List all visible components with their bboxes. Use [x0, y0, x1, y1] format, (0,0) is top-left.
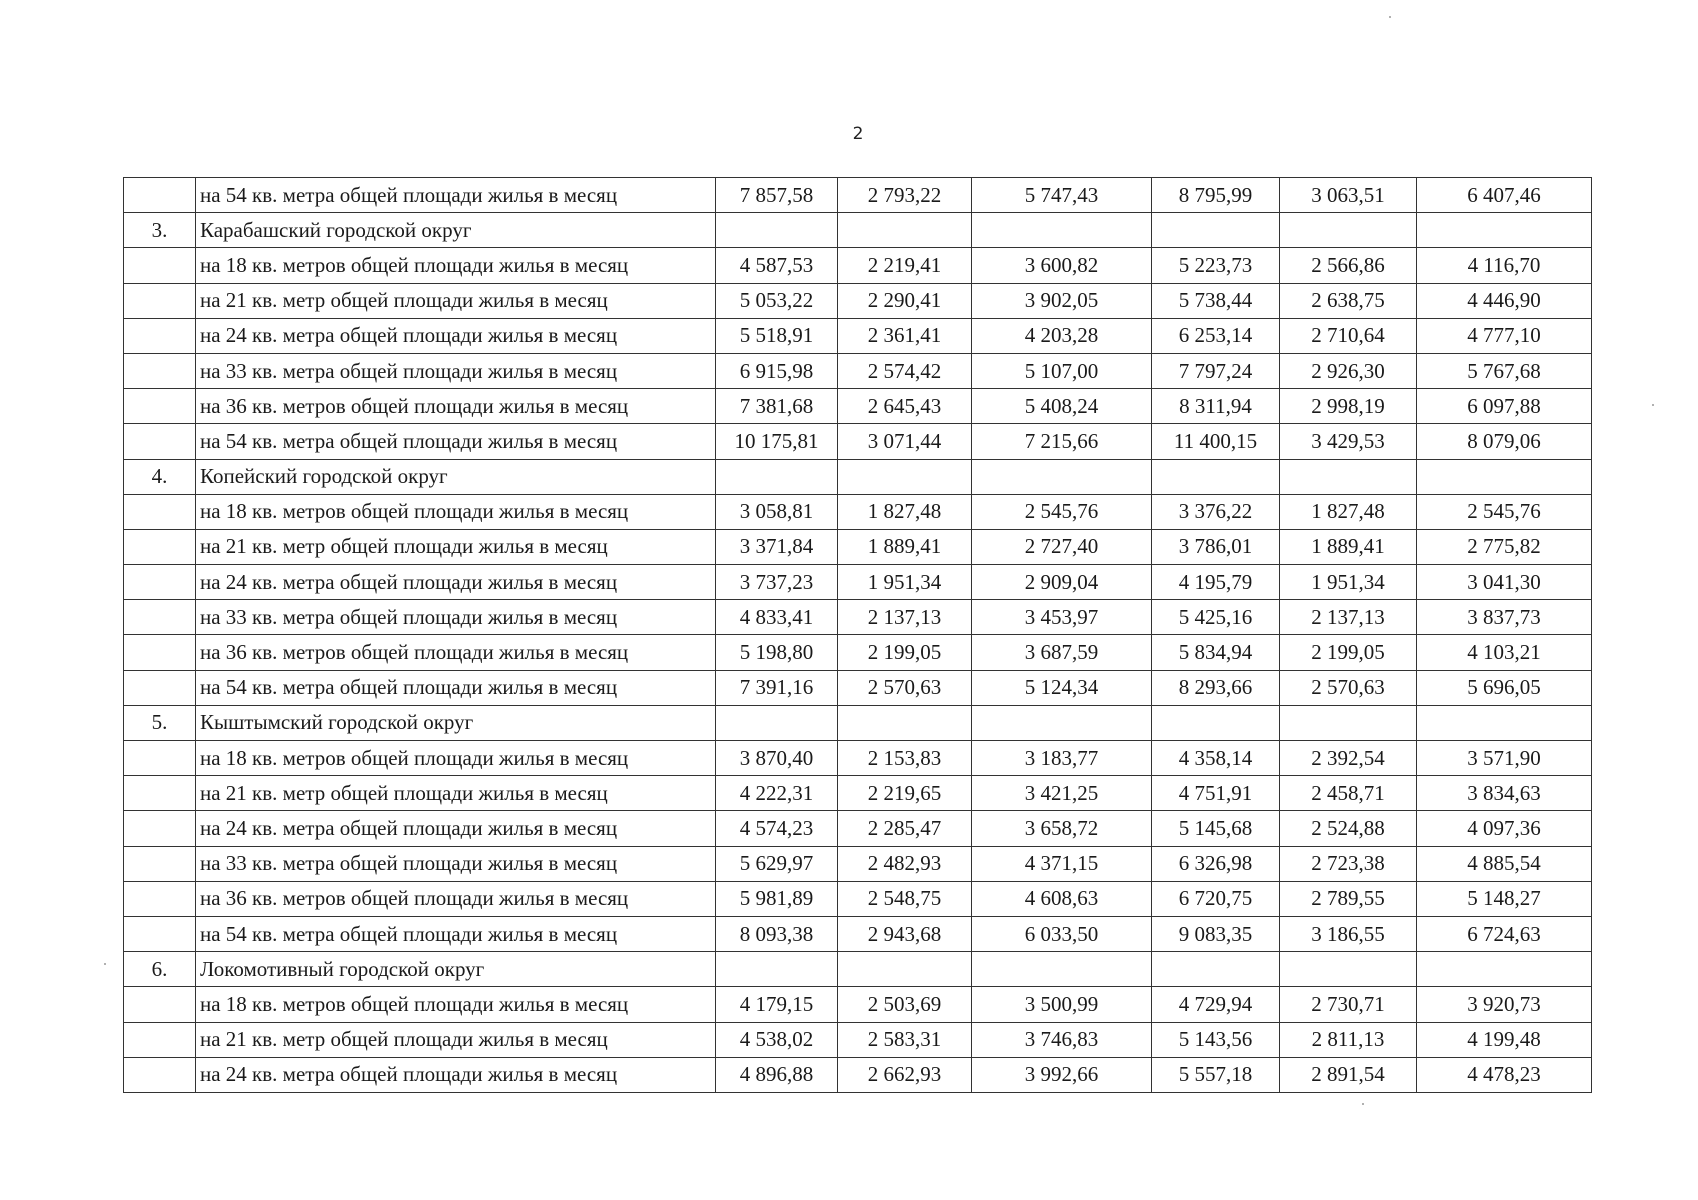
value-cell-col4: 5 143,56 [1152, 1022, 1280, 1057]
value-cell-col2: 2 219,65 [838, 776, 972, 811]
row-number-cell: 6. [124, 952, 196, 987]
value-cell-col3: 3 500,99 [972, 987, 1152, 1022]
value-cell-col6: 2 545,76 [1417, 494, 1592, 529]
scan-speck [1362, 1103, 1364, 1105]
value-cell-col5: 1 951,34 [1280, 565, 1417, 600]
value-cell-col1: 5 981,89 [716, 881, 838, 916]
value-cell-col5: 2 524,88 [1280, 811, 1417, 846]
district-name-cell: Локомотивный городской округ [196, 952, 716, 987]
value-cell-col1 [716, 459, 838, 494]
value-cell-col6: 4 885,54 [1417, 846, 1592, 881]
value-cell-col2: 2 361,41 [838, 318, 972, 353]
row-number-cell [124, 389, 196, 424]
value-cell-col2: 2 219,41 [838, 248, 972, 283]
value-cell-col1: 8 093,38 [716, 916, 838, 951]
value-cell-col1: 6 915,98 [716, 353, 838, 388]
table-row [124, 424, 1592, 459]
row-number-cell: 3. [124, 213, 196, 248]
value-cell-col2: 2 645,43 [838, 389, 972, 424]
value-cell-col1 [716, 705, 838, 740]
value-cell-col3: 3 421,25 [972, 776, 1152, 811]
value-cell-col1: 7 857,58 [716, 178, 838, 213]
table-row [124, 178, 1592, 213]
table-body [124, 178, 1592, 1093]
value-cell-col3 [972, 213, 1152, 248]
value-cell-col6: 4 777,10 [1417, 318, 1592, 353]
area-label-cell: на 24 кв. метра общей площади жилья в месяц [196, 318, 716, 353]
area-label-cell: на 33 кв. метра общей площади жилья в месяц [196, 600, 716, 635]
area-label-cell: на 54 кв. метра общей площади жилья в месяц [196, 916, 716, 951]
area-label-cell: на 33 кв. метра общей площади жилья в месяц [196, 353, 716, 388]
value-cell-col6: 5 148,27 [1417, 881, 1592, 916]
value-cell-col4: 11 400,15 [1152, 424, 1280, 459]
value-cell-col1: 4 179,15 [716, 987, 838, 1022]
value-cell-col5 [1280, 213, 1417, 248]
value-cell-col6: 6 097,88 [1417, 389, 1592, 424]
row-number-cell [124, 916, 196, 951]
table-row [124, 389, 1592, 424]
value-cell-col5: 2 137,13 [1280, 600, 1417, 635]
value-cell-col2: 2 482,93 [838, 846, 972, 881]
value-cell-col5: 2 789,55 [1280, 881, 1417, 916]
table-row [124, 811, 1592, 846]
value-cell-col3 [972, 952, 1152, 987]
table-row [124, 600, 1592, 635]
value-cell-col6 [1417, 459, 1592, 494]
value-cell-col3: 5 124,34 [972, 670, 1152, 705]
value-cell-col6 [1417, 705, 1592, 740]
section-row [124, 952, 1592, 987]
value-cell-col2: 2 548,75 [838, 881, 972, 916]
value-cell-col3: 4 608,63 [972, 881, 1152, 916]
value-cell-col6: 4 116,70 [1417, 248, 1592, 283]
value-cell-col1: 4 574,23 [716, 811, 838, 846]
scan-speck [104, 963, 106, 965]
value-cell-col2: 2 793,22 [838, 178, 972, 213]
row-number-cell [124, 846, 196, 881]
table-row [124, 881, 1592, 916]
value-cell-col4: 4 195,79 [1152, 565, 1280, 600]
row-number-cell [124, 318, 196, 353]
value-cell-col6: 5 767,68 [1417, 353, 1592, 388]
section-row [124, 213, 1592, 248]
section-row [124, 705, 1592, 740]
value-cell-col2: 1 827,48 [838, 494, 972, 529]
value-cell-col6: 4 446,90 [1417, 283, 1592, 318]
value-cell-col5: 2 570,63 [1280, 670, 1417, 705]
value-cell-col4: 6 253,14 [1152, 318, 1280, 353]
value-cell-col3 [972, 705, 1152, 740]
area-label-cell: на 18 кв. метров общей площади жилья в месяц [196, 987, 716, 1022]
district-name-cell: Копейский городской округ [196, 459, 716, 494]
area-label-cell: на 18 кв. метров общей площади жилья в месяц [196, 741, 716, 776]
value-cell-col1: 5 053,22 [716, 283, 838, 318]
value-cell-col5: 1 889,41 [1280, 529, 1417, 564]
value-cell-col3: 3 658,72 [972, 811, 1152, 846]
value-cell-col4: 5 425,16 [1152, 600, 1280, 635]
value-cell-col1: 3 058,81 [716, 494, 838, 529]
table-row [124, 916, 1592, 951]
value-cell-col4: 7 797,24 [1152, 353, 1280, 388]
area-label-cell: на 21 кв. метр общей площади жилья в месяц [196, 283, 716, 318]
value-cell-col3: 2 727,40 [972, 529, 1152, 564]
value-cell-col4: 8 795,99 [1152, 178, 1280, 213]
area-label-cell: на 54 кв. метра общей площади жилья в месяц [196, 670, 716, 705]
area-label-cell: на 24 кв. метра общей площади жилья в месяц [196, 1057, 716, 1092]
value-cell-col4 [1152, 213, 1280, 248]
area-label-cell: на 18 кв. метров общей площади жилья в месяц [196, 494, 716, 529]
value-cell-col2: 2 943,68 [838, 916, 972, 951]
row-number-cell [124, 494, 196, 529]
value-cell-col2: 2 662,93 [838, 1057, 972, 1092]
table-row [124, 846, 1592, 881]
value-cell-col6: 3 920,73 [1417, 987, 1592, 1022]
value-cell-col6: 3 041,30 [1417, 565, 1592, 600]
section-row [124, 459, 1592, 494]
table-row [124, 529, 1592, 564]
page-number: 2 [852, 124, 864, 144]
value-cell-col4: 9 083,35 [1152, 916, 1280, 951]
value-cell-col5: 2 891,54 [1280, 1057, 1417, 1092]
value-cell-col4 [1152, 952, 1280, 987]
value-cell-col6: 3 834,63 [1417, 776, 1592, 811]
value-cell-col5: 3 429,53 [1280, 424, 1417, 459]
value-cell-col5: 2 458,71 [1280, 776, 1417, 811]
value-cell-col1: 5 629,97 [716, 846, 838, 881]
value-cell-col4: 6 326,98 [1152, 846, 1280, 881]
table-row [124, 1057, 1592, 1092]
value-cell-col6: 4 097,36 [1417, 811, 1592, 846]
value-cell-col5: 2 926,30 [1280, 353, 1417, 388]
value-cell-col4: 3 786,01 [1152, 529, 1280, 564]
value-cell-col3: 3 600,82 [972, 248, 1152, 283]
area-label-cell: на 21 кв. метр общей площади жилья в месяц [196, 1022, 716, 1057]
value-cell-col2: 2 199,05 [838, 635, 972, 670]
row-number-cell [124, 635, 196, 670]
value-cell-col6: 3 571,90 [1417, 741, 1592, 776]
value-cell-col2 [838, 459, 972, 494]
value-cell-col1: 3 371,84 [716, 529, 838, 564]
table-row [124, 741, 1592, 776]
value-cell-col2: 2 290,41 [838, 283, 972, 318]
scan-speck [1652, 404, 1654, 406]
area-label-cell: на 36 кв. метров общей площади жилья в месяц [196, 881, 716, 916]
row-number-cell [124, 1057, 196, 1092]
table-row [124, 283, 1592, 318]
value-cell-col5: 2 811,13 [1280, 1022, 1417, 1057]
value-cell-col6: 4 199,48 [1417, 1022, 1592, 1057]
value-cell-col2: 2 574,42 [838, 353, 972, 388]
value-cell-col1 [716, 213, 838, 248]
row-number-cell [124, 178, 196, 213]
value-cell-col6: 8 079,06 [1417, 424, 1592, 459]
value-cell-col6: 4 103,21 [1417, 635, 1592, 670]
table-row [124, 987, 1592, 1022]
value-cell-col5: 3 186,55 [1280, 916, 1417, 951]
value-cell-col1: 4 538,02 [716, 1022, 838, 1057]
area-label-cell: на 54 кв. метра общей площади жилья в месяц [196, 178, 716, 213]
value-cell-col2: 2 503,69 [838, 987, 972, 1022]
value-cell-col4: 5 557,18 [1152, 1057, 1280, 1092]
value-cell-col4: 3 376,22 [1152, 494, 1280, 529]
value-cell-col3: 5 408,24 [972, 389, 1152, 424]
value-cell-col2: 1 951,34 [838, 565, 972, 600]
district-name-cell: Карабашский городской округ [196, 213, 716, 248]
value-cell-col5: 2 723,38 [1280, 846, 1417, 881]
value-cell-col2: 2 153,83 [838, 741, 972, 776]
value-cell-col3: 5 747,43 [972, 178, 1152, 213]
value-cell-col5: 2 392,54 [1280, 741, 1417, 776]
row-number-cell [124, 600, 196, 635]
value-cell-col5: 2 710,64 [1280, 318, 1417, 353]
value-cell-col4 [1152, 705, 1280, 740]
value-cell-col4: 5 223,73 [1152, 248, 1280, 283]
value-cell-col3: 7 215,66 [972, 424, 1152, 459]
table-row [124, 670, 1592, 705]
area-label-cell: на 24 кв. метра общей площади жилья в месяц [196, 565, 716, 600]
table-row [124, 776, 1592, 811]
row-number-cell [124, 776, 196, 811]
value-cell-col6 [1417, 952, 1592, 987]
row-number-cell [124, 881, 196, 916]
value-cell-col1: 7 391,16 [716, 670, 838, 705]
row-number-cell: 4. [124, 459, 196, 494]
value-cell-col3: 3 902,05 [972, 283, 1152, 318]
value-cell-col2: 3 071,44 [838, 424, 972, 459]
value-cell-col5 [1280, 705, 1417, 740]
value-cell-col5 [1280, 459, 1417, 494]
value-cell-col2: 2 285,47 [838, 811, 972, 846]
row-number-cell [124, 424, 196, 459]
value-cell-col3: 6 033,50 [972, 916, 1152, 951]
value-cell-col4: 4 729,94 [1152, 987, 1280, 1022]
value-cell-col1: 3 870,40 [716, 741, 838, 776]
value-cell-col4: 8 293,66 [1152, 670, 1280, 705]
area-label-cell: на 54 кв. метра общей площади жилья в месяц [196, 424, 716, 459]
value-cell-col1: 4 833,41 [716, 600, 838, 635]
table-row [124, 494, 1592, 529]
value-cell-col3: 4 371,15 [972, 846, 1152, 881]
value-cell-col4 [1152, 459, 1280, 494]
value-cell-col2 [838, 705, 972, 740]
value-cell-col6: 4 478,23 [1417, 1057, 1592, 1092]
value-cell-col5: 2 998,19 [1280, 389, 1417, 424]
row-number-cell [124, 529, 196, 564]
area-label-cell: на 18 кв. метров общей площади жилья в месяц [196, 248, 716, 283]
area-label-cell: на 21 кв. метр общей площади жилья в месяц [196, 529, 716, 564]
value-cell-col5: 2 199,05 [1280, 635, 1417, 670]
value-cell-col1: 5 198,80 [716, 635, 838, 670]
table-row [124, 565, 1592, 600]
row-number-cell [124, 565, 196, 600]
value-cell-col4: 5 834,94 [1152, 635, 1280, 670]
district-name-cell: Кыштымский городской округ [196, 705, 716, 740]
value-cell-col4: 6 720,75 [1152, 881, 1280, 916]
row-number-cell [124, 248, 196, 283]
value-cell-col1: 10 175,81 [716, 424, 838, 459]
value-cell-col2 [838, 952, 972, 987]
value-cell-col2: 2 570,63 [838, 670, 972, 705]
area-label-cell: на 36 кв. метров общей площади жилья в месяц [196, 389, 716, 424]
table-row [124, 635, 1592, 670]
area-label-cell: на 33 кв. метра общей площади жилья в месяц [196, 846, 716, 881]
value-cell-col3: 3 992,66 [972, 1057, 1152, 1092]
value-cell-col4: 5 145,68 [1152, 811, 1280, 846]
value-cell-col3: 3 183,77 [972, 741, 1152, 776]
area-label-cell: на 36 кв. метров общей площади жилья в месяц [196, 635, 716, 670]
value-cell-col1: 3 737,23 [716, 565, 838, 600]
row-number-cell [124, 1022, 196, 1057]
value-cell-col3: 3 746,83 [972, 1022, 1152, 1057]
value-cell-col1: 4 222,31 [716, 776, 838, 811]
value-cell-col3: 2 909,04 [972, 565, 1152, 600]
value-cell-col6 [1417, 213, 1592, 248]
value-cell-col6: 2 775,82 [1417, 529, 1592, 564]
row-number-cell: 5. [124, 705, 196, 740]
tariff-table [123, 177, 1592, 1093]
area-label-cell: на 24 кв. метра общей площади жилья в месяц [196, 811, 716, 846]
value-cell-col5: 1 827,48 [1280, 494, 1417, 529]
value-cell-col2 [838, 213, 972, 248]
value-cell-col3: 5 107,00 [972, 353, 1152, 388]
value-cell-col3: 2 545,76 [972, 494, 1152, 529]
value-cell-col4: 5 738,44 [1152, 283, 1280, 318]
value-cell-col5 [1280, 952, 1417, 987]
row-number-cell [124, 987, 196, 1022]
value-cell-col1 [716, 952, 838, 987]
value-cell-col3: 3 453,97 [972, 600, 1152, 635]
value-cell-col1: 7 381,68 [716, 389, 838, 424]
value-cell-col5: 2 566,86 [1280, 248, 1417, 283]
value-cell-col1: 4 896,88 [716, 1057, 838, 1092]
value-cell-col1: 5 518,91 [716, 318, 838, 353]
value-cell-col6: 3 837,73 [1417, 600, 1592, 635]
row-number-cell [124, 283, 196, 318]
value-cell-col3 [972, 459, 1152, 494]
table-row [124, 1022, 1592, 1057]
value-cell-col2: 2 137,13 [838, 600, 972, 635]
value-cell-col6: 5 696,05 [1417, 670, 1592, 705]
row-number-cell [124, 741, 196, 776]
value-cell-col4: 4 751,91 [1152, 776, 1280, 811]
row-number-cell [124, 353, 196, 388]
value-cell-col6: 6 407,46 [1417, 178, 1592, 213]
row-number-cell [124, 670, 196, 705]
value-cell-col2: 1 889,41 [838, 529, 972, 564]
value-cell-col3: 3 687,59 [972, 635, 1152, 670]
scan-speck [1389, 16, 1391, 18]
table-row [124, 318, 1592, 353]
value-cell-col5: 3 063,51 [1280, 178, 1417, 213]
table-row [124, 248, 1592, 283]
area-label-cell: на 21 кв. метр общей площади жилья в месяц [196, 776, 716, 811]
value-cell-col6: 6 724,63 [1417, 916, 1592, 951]
table-row [124, 353, 1592, 388]
value-cell-col5: 2 730,71 [1280, 987, 1417, 1022]
value-cell-col2: 2 583,31 [838, 1022, 972, 1057]
value-cell-col4: 8 311,94 [1152, 389, 1280, 424]
value-cell-col1: 4 587,53 [716, 248, 838, 283]
value-cell-col3: 4 203,28 [972, 318, 1152, 353]
value-cell-col5: 2 638,75 [1280, 283, 1417, 318]
row-number-cell [124, 811, 196, 846]
value-cell-col4: 4 358,14 [1152, 741, 1280, 776]
